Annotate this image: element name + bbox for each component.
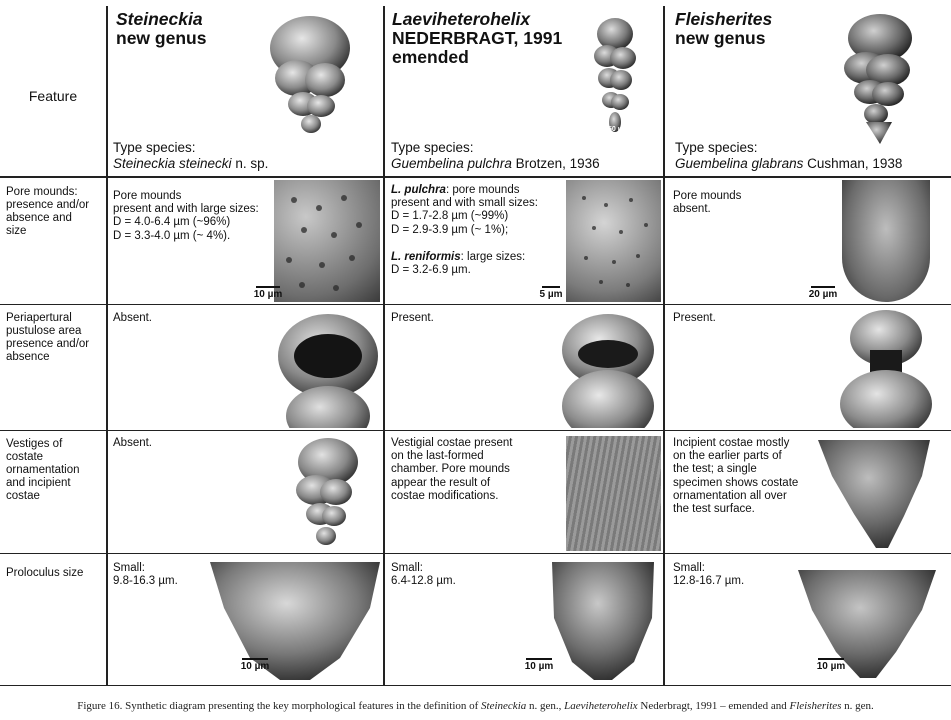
sem-photo-aperture-laeviheterohelix [556, 308, 660, 428]
specimen-photo-steineckia [255, 8, 365, 138]
cell-line: absent. [673, 203, 711, 216]
cell-line: the test; a single [673, 463, 757, 476]
cell-line: Present. [391, 312, 434, 324]
cell-line: 12.8-16.7 µm. [673, 575, 745, 588]
scale-bar-pore-fleisherites [806, 286, 840, 300]
feature-line: Pore mounds: [6, 186, 78, 198]
caption-part: Nederbragt, 1991 – emended and [637, 700, 790, 712]
sem-photo-costate-steineckia [284, 434, 364, 552]
scale-bar-proloculus-fleisherites [814, 658, 848, 672]
feature-line: size [6, 225, 27, 237]
genus-title-rest: NEDERBRAGT, 1991 [392, 28, 563, 48]
sem-photo-costate-fleisherites [814, 436, 934, 551]
scale-label: 10 µm [253, 289, 283, 300]
sem-photo-aperture-steineckia [272, 308, 380, 428]
genus-name: Fleisherites [675, 9, 773, 29]
feature-periapertural [6, 312, 89, 364]
scale-bar-line [526, 658, 552, 660]
cell-pore-laeviheterohelix [391, 184, 538, 277]
caption-part: n. gen. [841, 700, 874, 712]
genus-title-rest: new genus [116, 28, 207, 48]
cell-proloculus-steineckia [113, 562, 178, 588]
genus-title-fleisherites [675, 10, 772, 48]
cell-pore-steineckia [113, 190, 259, 243]
cell-line [391, 251, 538, 264]
feature-line: costae [6, 490, 40, 502]
cell-proloculus-fleisherites [673, 562, 744, 588]
sem-photo-costate-laeviheterohelix [566, 436, 661, 551]
caption-genus: Steineckia [481, 700, 527, 712]
feature-costate [6, 438, 80, 503]
sem-photo-pore-steineckia [274, 180, 380, 302]
divider-col-3 [663, 6, 665, 686]
cell-periapertural-fleisherites [673, 312, 716, 325]
genus-title-rest2: emended [392, 47, 469, 67]
cell-costate-laeviheterohelix [391, 437, 512, 503]
cell-periapertural-steineckia [113, 312, 152, 325]
genus-title-laeviheterohelix [392, 10, 562, 67]
divider-col-2 [383, 6, 385, 686]
scale-label-header: 50 µm [608, 126, 628, 133]
cell-line [391, 184, 538, 197]
scale-label: 5 µm [539, 289, 563, 300]
sem-photo-pore-fleisherites [842, 180, 930, 302]
cell-line: chamber. Pore mounds [391, 463, 510, 476]
scale-label: 10 µm [524, 661, 554, 672]
feature-line: pustulose area [6, 325, 82, 337]
type-species-suffix: Cushman, 1938 [803, 156, 903, 171]
feature-line: presence and/or [6, 338, 90, 350]
feature-line: Vestiges of [6, 438, 63, 450]
cell-line: ornamentation all over [673, 489, 787, 502]
caption-genus: Laeviheterohelix [564, 700, 638, 712]
scale-label: 10 µm [240, 661, 270, 672]
cell-line: D = 4.0-6.4 µm (~96%) [113, 216, 231, 229]
caption-part: Figure 16. Synthetic diagram presenting the key morphological features in the definition of [77, 700, 482, 712]
cell-line: the test surface. [673, 503, 755, 516]
cell-line: Vestigial costae present [391, 437, 513, 449]
type-species-label: Type species: [391, 140, 474, 155]
cell-line: 9.8-16.3 µm. [113, 575, 178, 588]
type-species-name: Steineckia steinecki [113, 156, 232, 171]
cell-periapertural-laeviheterohelix [391, 312, 434, 325]
type-species-laeviheterohelix [391, 140, 600, 172]
scale-bar-line [542, 286, 560, 288]
cell-proloculus-laeviheterohelix [391, 562, 456, 588]
scale-bar-line [242, 658, 268, 660]
divider-row-1 [0, 304, 951, 305]
figure-caption [0, 700, 951, 712]
pore-texture [274, 180, 380, 302]
cell-text-part: : large sizes: [460, 250, 526, 263]
caption-part: n. gen., [526, 700, 565, 712]
cell-line: Absent. [113, 312, 152, 324]
scale-label: 20 µm [808, 289, 838, 300]
type-species-suffix: n. sp. [231, 156, 269, 171]
cell-pore-fleisherites [673, 190, 741, 216]
cell-line: present and with large sizes: [113, 203, 259, 216]
scale-bar-proloculus-laeviheterohelix [522, 658, 556, 672]
feature-pore-mounds [6, 186, 89, 238]
sem-photo-proloculus-steineckia [210, 558, 382, 682]
feature-line: Periapertural [6, 312, 72, 324]
divider-row-3 [0, 553, 951, 554]
cell-line: Small: [113, 562, 145, 574]
cell-line: Pore mounds [113, 190, 182, 202]
cell-line: Small: [673, 562, 705, 574]
type-species-name: Guembelina glabrans [675, 156, 804, 171]
pore-texture [566, 180, 661, 302]
cell-line: D = 3.3-4.0 µm (~ 4%). [113, 229, 231, 242]
feature-line: costate [6, 451, 44, 463]
cell-costate-steineckia [113, 437, 152, 450]
cell-line: specimen shows costate [673, 476, 799, 489]
genus-name: Steineckia [116, 9, 203, 29]
feature-line: Proloculus size [6, 567, 84, 579]
divider-col-1 [106, 6, 108, 686]
feature-line: ornamentation [6, 464, 80, 476]
cell-line: on the last-formed [391, 450, 484, 463]
genus-title-steineckia [116, 10, 206, 48]
scale-bar-proloculus-steineckia [238, 658, 272, 672]
divider-bottom [0, 685, 951, 686]
feature-line: absence and [6, 212, 72, 224]
scale-bar-pore-laeviheterohelix [536, 286, 566, 300]
cell-costate-fleisherites [673, 437, 798, 516]
sem-photo-pore-laeviheterohelix [566, 180, 661, 302]
cell-line: Present. [673, 312, 716, 324]
caption-genus: Fleisherites [789, 700, 842, 712]
scale-bar-line [256, 286, 280, 288]
sem-photo-aperture-fleisherites [834, 308, 938, 428]
cell-line: on the earlier parts of [673, 450, 782, 463]
type-species-label: Type species: [675, 140, 758, 155]
scale-label: 10 µm [816, 661, 846, 672]
divider-row-header [0, 176, 951, 178]
cell-text-part: : pore mounds [445, 184, 520, 196]
cell-line: appear the result of [391, 476, 491, 489]
scale-bar-pore-steineckia [253, 286, 283, 300]
cell-line: Incipient costae mostly [673, 437, 790, 449]
cell-line: present and with small sizes: [391, 197, 539, 210]
cell-line: 6.4-12.8 µm. [391, 575, 456, 588]
cell-line: Small: [391, 562, 423, 574]
feature-line: and incipient [6, 477, 71, 489]
cell-line: costae modifications. [391, 489, 499, 502]
species-name: L. pulchra [391, 184, 446, 196]
cell-line: D = 1.7-2.8 µm (~99%) [391, 210, 509, 223]
type-species-label: Type species: [113, 140, 196, 155]
feature-line: presence and/or [6, 199, 90, 211]
type-species-name: Guembelina pulchra [391, 156, 512, 171]
cell-line: D = 3.2-6.9 µm. [391, 264, 471, 277]
scale-bar-line [818, 658, 844, 660]
cell-line: Pore mounds [673, 190, 742, 202]
feature-proloculus [6, 567, 83, 580]
cell-line: Absent. [113, 437, 152, 449]
divider-row-2 [0, 430, 951, 431]
feature-column-header: Feature [28, 88, 78, 104]
genus-title-rest: new genus [675, 28, 766, 48]
sem-photo-proloculus-laeviheterohelix [548, 558, 658, 682]
specimen-photo-fleisherites [830, 10, 920, 145]
type-species-steineckia [113, 140, 268, 172]
cell-line: D = 2.9-3.9 µm (~ 1%); [391, 223, 509, 236]
genus-name: Laeviheterohelix [392, 9, 531, 29]
specimen-photo-laeviheterohelix [585, 12, 645, 142]
species-name: L. reniformis [391, 250, 461, 263]
scale-bar-line [811, 286, 835, 288]
feature-line: absence [6, 351, 50, 363]
type-species-suffix: Brotzen, 1936 [511, 156, 600, 171]
